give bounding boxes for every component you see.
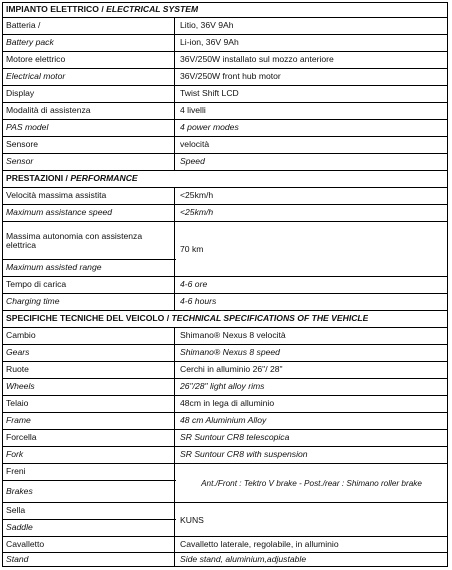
spec-row — [3, 153, 447, 170]
spec-value-merged: KUNS — [176, 503, 447, 536]
spec-row — [3, 395, 447, 412]
section-title-it: PRESTAZIONI / — [6, 173, 68, 184]
spec-row — [3, 187, 447, 204]
spec-label: Display — [3, 86, 175, 102]
spec-row — [3, 276, 447, 293]
spec-value: SR Suntour CR8 telescopica — [180, 432, 290, 443]
spec-row — [3, 412, 447, 429]
spec-label: Ruote — [3, 362, 175, 378]
spec-value: <25km/h — [180, 190, 214, 201]
spec-label: Electrical motor — [3, 69, 175, 85]
spec-value-merged: 70 km — [176, 222, 447, 276]
spec-row — [3, 446, 447, 463]
spec-label: Sensor — [3, 154, 175, 170]
spec-label: Cambio — [3, 328, 175, 344]
spec-value: Cavalletto laterale, regolabile, in alluminio — [180, 538, 339, 549]
spec-label: Motore elettrico — [3, 52, 175, 68]
spec-value: Speed — [180, 156, 205, 167]
spec-label: Gears — [3, 345, 175, 361]
section-title-it: IMPIANTO ELETTRICO / — [6, 4, 104, 15]
spec-label: Telaio — [3, 396, 175, 412]
spec-row — [3, 293, 447, 310]
spec-value-merged: Ant./Front : Tektro V brake - Post./rear : Shimano roller brake — [176, 464, 447, 502]
spec-label: Wheels — [3, 379, 175, 395]
spec-row — [3, 429, 447, 446]
spec-value: velocità — [180, 139, 210, 150]
spec-label: Freni — [3, 464, 175, 480]
spec-value: 48 cm Aluminium Alloy — [180, 415, 267, 426]
spec-row — [3, 327, 447, 344]
spec-label: Saddle — [3, 520, 175, 536]
spec-row — [3, 102, 447, 119]
spec-value: Shimano® Nexus 8 velocità — [180, 330, 286, 341]
spec-row — [3, 361, 447, 378]
spec-value: 36V/250W installato sul mozzo anteriore — [180, 54, 334, 65]
spec-label: Fork — [3, 447, 175, 463]
spec-value: 48cm in lega di alluminio — [180, 398, 275, 409]
section-header-electrical — [3, 3, 447, 17]
spec-row — [3, 68, 447, 85]
spec-value: <25km/h — [180, 207, 214, 218]
spec-value: 36V/250W front hub motor — [180, 71, 281, 82]
spec-row — [3, 85, 447, 102]
spec-value: Cerchi in alluminio 26"/ 28" — [180, 364, 283, 375]
spec-label: Sensore — [3, 137, 175, 153]
spec-label: Batteria / — [3, 18, 175, 34]
section-header-performance — [3, 170, 447, 187]
spec-row — [3, 34, 447, 51]
spec-row — [3, 378, 447, 395]
spec-label: Forcella — [3, 430, 175, 446]
spec-label: Maximum assisted range — [3, 260, 175, 276]
section-title-en: TECHNICAL SPECIFICATIONS OF THE VEHICLE — [171, 313, 369, 324]
spec-label: Velocità massima assistita — [3, 188, 175, 204]
spec-row — [3, 552, 447, 566]
spec-table — [2, 2, 448, 567]
spec-label: Massima autonomia con assistenza elettrica — [3, 222, 175, 260]
section-title-it: SPECIFICHE TECNICHE DEL VEICOLO / — [6, 313, 170, 324]
spec-row — [3, 119, 447, 136]
spec-label: Frame — [3, 413, 175, 429]
spec-row — [3, 136, 447, 153]
spec-label: Cavalletto — [3, 537, 175, 552]
spec-label: Sella — [3, 503, 175, 519]
spec-label: Maximum assistance speed — [3, 205, 175, 221]
spec-value: Twist Shift LCD — [180, 88, 239, 99]
spec-value: 4-6 hours — [180, 296, 217, 307]
spec-row — [3, 344, 447, 361]
spec-row — [3, 17, 447, 34]
spec-value: 4 power modes — [180, 122, 239, 133]
section-header-tech — [3, 310, 447, 327]
spec-label: Brakes — [3, 481, 175, 502]
spec-label: Charging time — [3, 294, 175, 310]
spec-value: Li-ion, 36V 9Ah — [180, 37, 239, 48]
spec-value: Shimano® Nexus 8 speed — [180, 347, 280, 358]
spec-value: 4 livelli — [180, 105, 206, 116]
spec-value: 4-6 ore — [180, 279, 208, 290]
section-title-en: ELECTRICAL SYSTEM — [106, 4, 199, 15]
spec-label: Modalità di assistenza — [3, 103, 175, 119]
section-title-en: PERFORMANCE — [70, 173, 138, 184]
spec-label: Battery pack — [3, 35, 175, 51]
spec-label: Stand — [3, 553, 175, 566]
spec-row — [3, 536, 447, 552]
spec-row — [3, 204, 447, 221]
spec-value: SR Suntour CR8 with suspension — [180, 449, 308, 460]
spec-label: PAS model — [3, 120, 175, 136]
spec-row — [3, 51, 447, 68]
spec-value: Litio, 36V 9Ah — [180, 20, 234, 31]
spec-label: Tempo di carica — [3, 277, 175, 293]
spec-value: Side stand, aluminium,adjustable — [180, 553, 307, 564]
spec-value: 26"/28" light alloy rims — [180, 381, 265, 392]
